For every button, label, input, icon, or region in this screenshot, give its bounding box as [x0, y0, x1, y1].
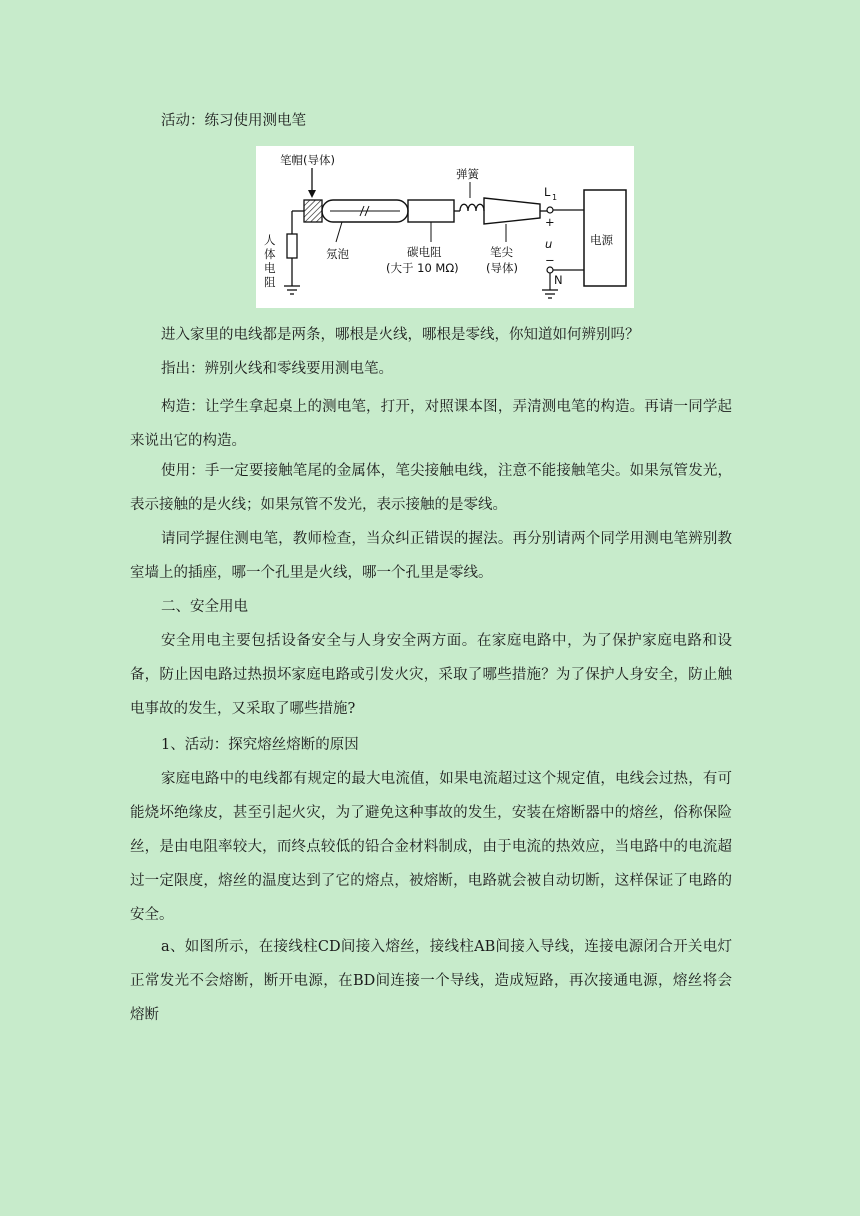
- test-pen-circuit-svg: [256, 146, 634, 308]
- paragraph-safety-intro: 安全用电主要包括设备安全与人身安全两方面。在家庭电路中，为了保护家庭电路和设备，防止因电路过热损坏家庭电路或引发火灾，采取了哪些措施？为了保护人身安全，防止触电事故的发生，又采取了哪些措施?: [130, 633, 732, 717]
- body-label-3: 电: [264, 261, 276, 275]
- terminal-L-subscript: 1: [552, 193, 558, 202]
- pen-tip: [484, 198, 540, 224]
- body-label-1: 人: [264, 233, 276, 247]
- terminal-N-label: N: [554, 273, 563, 287]
- power-source-label: 电源: [590, 233, 613, 247]
- body-resistor: [287, 234, 297, 258]
- cap-arrowhead: [308, 190, 316, 198]
- cap-label: 笔帽(导体): [280, 153, 335, 167]
- paragraph-practice: 请同学握住测电笔，教师检查，当众纠正错误的握法。再分别请两个同学用测电笔辨别教室墙上的插座，哪一个孔里是火线，哪一个孔里是零线。: [130, 531, 732, 581]
- paragraph-fuse-explanation: 家庭电路中的电线都有规定的最大电流值，如果电流超过这个规定值，电线会过热，有可能烧坏绝缘皮，甚至引起火灾，为了避免这种事故的发生，安装在熔断器中的熔丝，俗称保险丝，是由电阻率较大，而终点较低的铅合金材料制成，由于电流的热效应，当电路中的电流超过一定限度，熔丝的温度达到了它的熔点，被熔断，电路就会被自动切断，这样保证了电路的安全。: [130, 771, 732, 923]
- pen-cap: [304, 200, 322, 222]
- carbon-label: 碳电阻: [407, 245, 442, 259]
- body-label-4: 阻: [264, 275, 276, 289]
- terminal-L: [547, 207, 553, 213]
- carbon-value: (大于 10 MΩ): [386, 261, 459, 275]
- section-heading-safety: 二、安全用电: [161, 599, 248, 615]
- spring: [460, 204, 484, 211]
- paragraph-structure: 构造：让学生拿起桌上的测电笔，打开，对照课本图，弄清测电笔的构造。再请一同学起来说出它的构造。: [130, 399, 732, 449]
- paragraph-activity-title: 活动：练习使用测电笔: [161, 113, 306, 129]
- terminal-L-label: L: [544, 185, 551, 199]
- neon-pointer: [336, 222, 342, 242]
- body-label-2: 体: [264, 247, 276, 261]
- paragraph-question: 进入家里的电线都是两条，哪根是火线，哪根是零线，你知道如何辨别吗？: [161, 327, 640, 343]
- minus-sign: −: [545, 253, 555, 267]
- spring-label: 弹簧: [456, 167, 479, 181]
- paragraph-experiment-a: a、如图所示，在接线柱CD间接入熔丝，接线柱AB间接入导线，连接电源闭合开关电灯正常发光不会熔断，断开电源，在BD间连接一个导线，造成短路，再次接通电源，熔丝将会熔断: [130, 939, 732, 1023]
- terminal-N: [547, 267, 553, 273]
- tip-sub: (导体): [486, 261, 518, 275]
- paragraph-activity-fuse: 1、活动：探究熔丝熔断的原因: [161, 737, 359, 753]
- neon-label: 氖泡: [326, 247, 349, 261]
- voltage-u: u: [545, 237, 553, 251]
- paragraph-point-out: 指出：辨别火线和零线要用测电笔。: [161, 361, 393, 377]
- test-pen-diagram: [256, 146, 634, 308]
- tip-label: 笔尖: [490, 245, 513, 259]
- paragraph-usage: 使用：手一定要接触笔尾的金属体，笔尖接触电线，注意不能接触笔尖。如果氖管发光，表示接触的是火线；如果氖管不发光，表示接触的是零线。: [130, 463, 732, 513]
- carbon-resistor: [408, 200, 454, 222]
- plus-sign: +: [545, 215, 555, 229]
